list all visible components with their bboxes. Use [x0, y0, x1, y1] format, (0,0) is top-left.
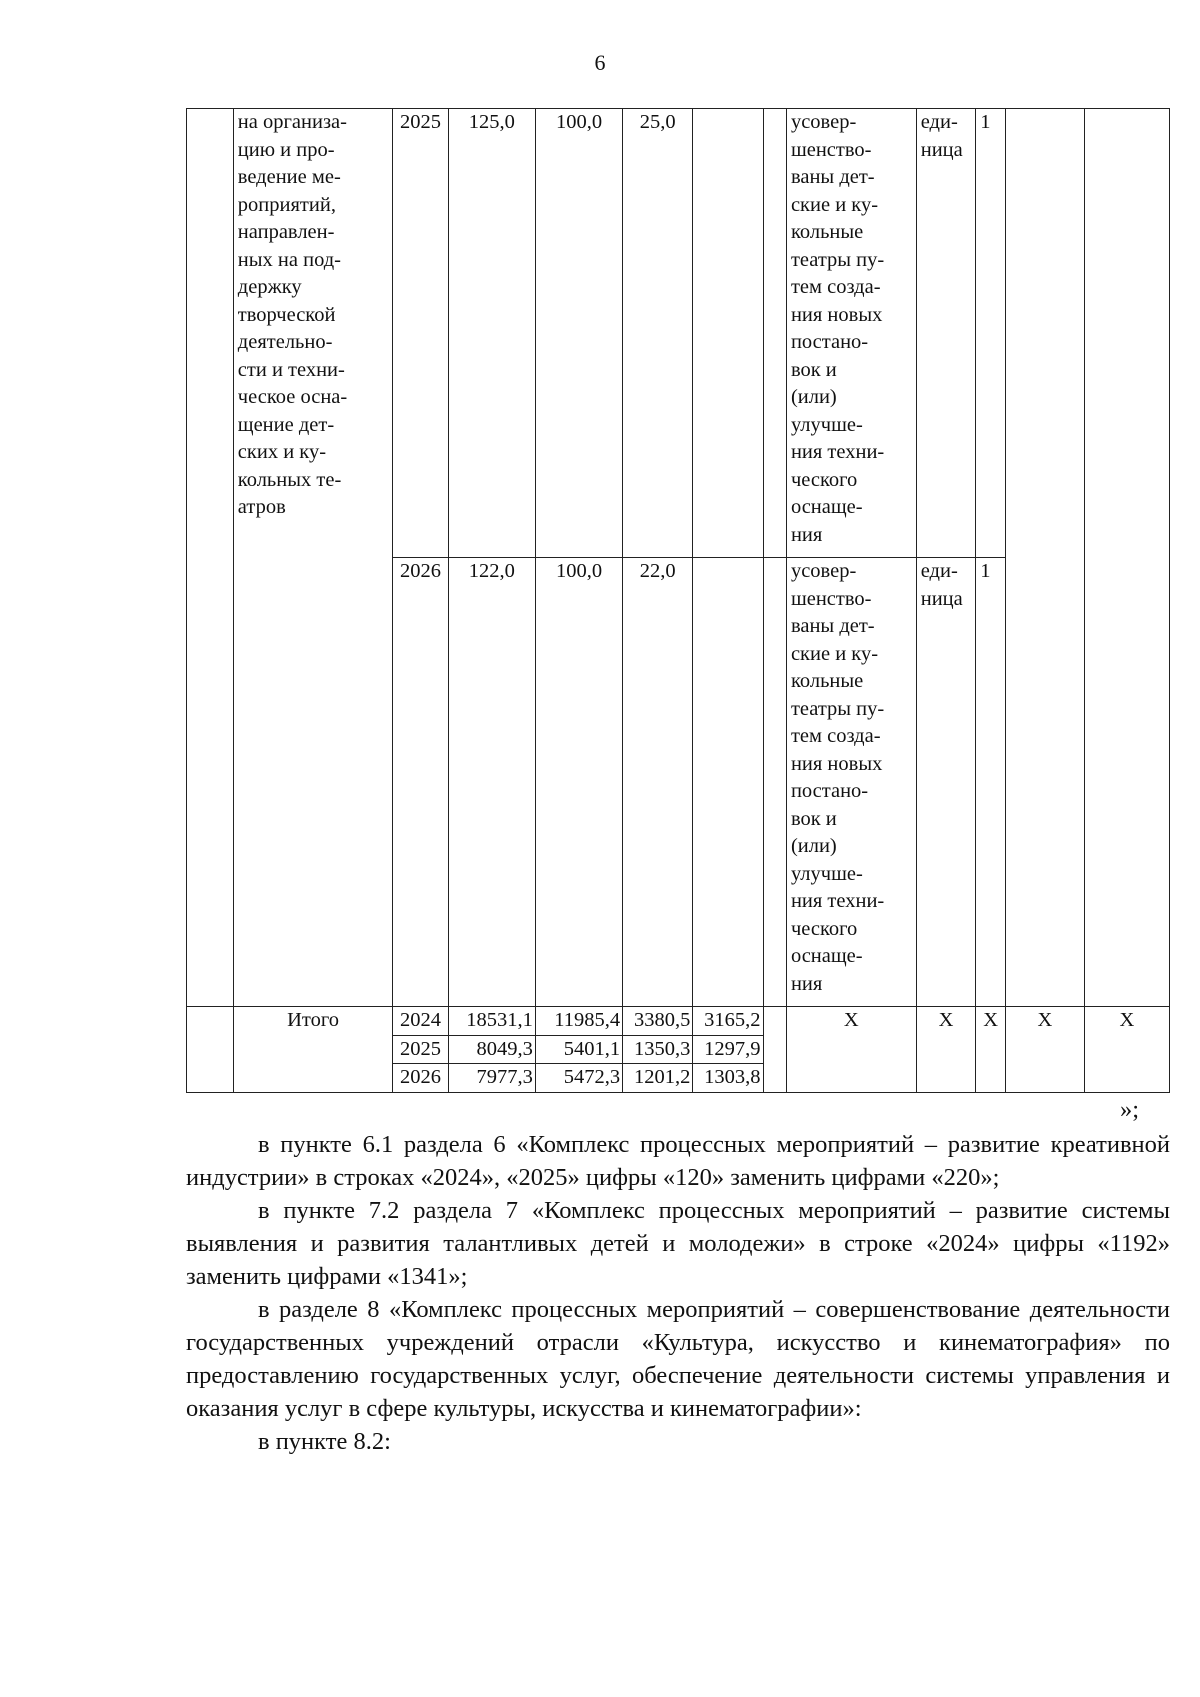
row-number-cell: [187, 109, 234, 1007]
value-cell: 1: [976, 558, 1006, 1007]
row-number-cell: [187, 1007, 234, 1093]
empty-cell: [1084, 109, 1169, 1007]
unit-cell: еди- ница: [916, 558, 976, 1007]
federal-cell: 5401,1: [535, 1035, 622, 1064]
federal-cell: 11985,4: [535, 1007, 622, 1036]
total-cell: 18531,1: [448, 1007, 535, 1036]
empty-cell: [763, 109, 786, 558]
regional-cell: 3380,5: [623, 1007, 693, 1036]
amendment-text: [186, 1128, 1170, 1458]
paragraph: в пункте 8.2:: [258, 1428, 391, 1455]
empty-cell: [763, 1007, 786, 1093]
page-number: 6: [594, 50, 606, 75]
paragraph: в пункте 7.2 раздела 7 «Комплекс процессных мероприятий – развитие системы выявления и развития талантливых детей и молодежи» в строке «2024» цифры «1192» заменить цифрами «1341»;: [186, 1197, 1170, 1290]
x-mark: Х: [786, 1007, 916, 1093]
x-mark: Х: [916, 1007, 976, 1093]
empty-cell: [693, 558, 763, 1007]
unit-cell: еди- ница: [916, 109, 976, 558]
year-cell: 2025: [393, 109, 448, 558]
regional-cell: 1201,2: [623, 1064, 693, 1093]
federal-cell: 100,0: [535, 558, 622, 1007]
x-mark: Х: [976, 1007, 1006, 1093]
result-cell: усовер- шенство- ваны дет- ские и ку- кольные театры пу- тем созда- ния новых постано- вок и (или) улучше- ния техни- ческого оснаще- ния: [786, 109, 916, 558]
other-cell: 3165,2: [693, 1007, 763, 1036]
year-cell: 2025: [393, 1035, 448, 1064]
federal-cell: 100,0: [535, 109, 622, 558]
value-cell: 1: [976, 109, 1006, 558]
table-row: [187, 109, 1170, 558]
total-cell: 122,0: [448, 558, 535, 1007]
total-cell: 7977,3: [448, 1064, 535, 1093]
empty-cell: [693, 109, 763, 558]
year-cell: 2026: [393, 1064, 448, 1093]
empty-cell: [1006, 109, 1085, 1007]
federal-cell: 5472,3: [535, 1064, 622, 1093]
total-cell: 125,0: [448, 109, 535, 558]
itogo-row: [187, 1007, 1170, 1036]
year-cell: 2026: [393, 558, 448, 1007]
x-mark: Х: [1006, 1007, 1085, 1093]
regional-cell: 22,0: [623, 558, 693, 1007]
year-cell: 2024: [393, 1007, 448, 1036]
other-cell: 1303,8: [693, 1064, 763, 1093]
paragraph: в разделе 8 «Комплекс процессных мероприятий – совершенствование деятельности государственных учреждений отрасли «Культура, искусство и кинематография» по предоставлению государственных услуг, обеспечение деятельности системы управления и оказания услуг в сфере культуры, искусства и кинематографии»:: [186, 1296, 1170, 1422]
total-cell: 8049,3: [448, 1035, 535, 1064]
program-table: [186, 108, 1170, 1093]
activity-name-cell: на организа- цию и про- ведение ме- роприятий, направлен- ных на под- держку творческой деятельно- сти и техни- ческое осна- щение дет- ских и ку- кольных те- атров: [233, 109, 393, 1007]
closing-quote: »;: [1120, 1096, 1140, 1123]
itogo-label: Итого: [233, 1007, 393, 1093]
paragraph: в пункте 6.1 раздела 6 «Комплекс процессных мероприятий – развитие креативной индустрии» в строках «2024», «2025» цифры «120» заменить цифрами «220»;: [186, 1131, 1170, 1191]
result-cell: усовер- шенство- ваны дет- ские и ку- кольные театры пу- тем созда- ния новых постано- вок и (или) улучше- ния техни- ческого оснаще- ния: [786, 558, 916, 1007]
regional-cell: 1350,3: [623, 1035, 693, 1064]
empty-cell: [763, 558, 786, 1007]
regional-cell: 25,0: [623, 109, 693, 558]
other-cell: 1297,9: [693, 1035, 763, 1064]
x-mark: Х: [1084, 1007, 1169, 1093]
